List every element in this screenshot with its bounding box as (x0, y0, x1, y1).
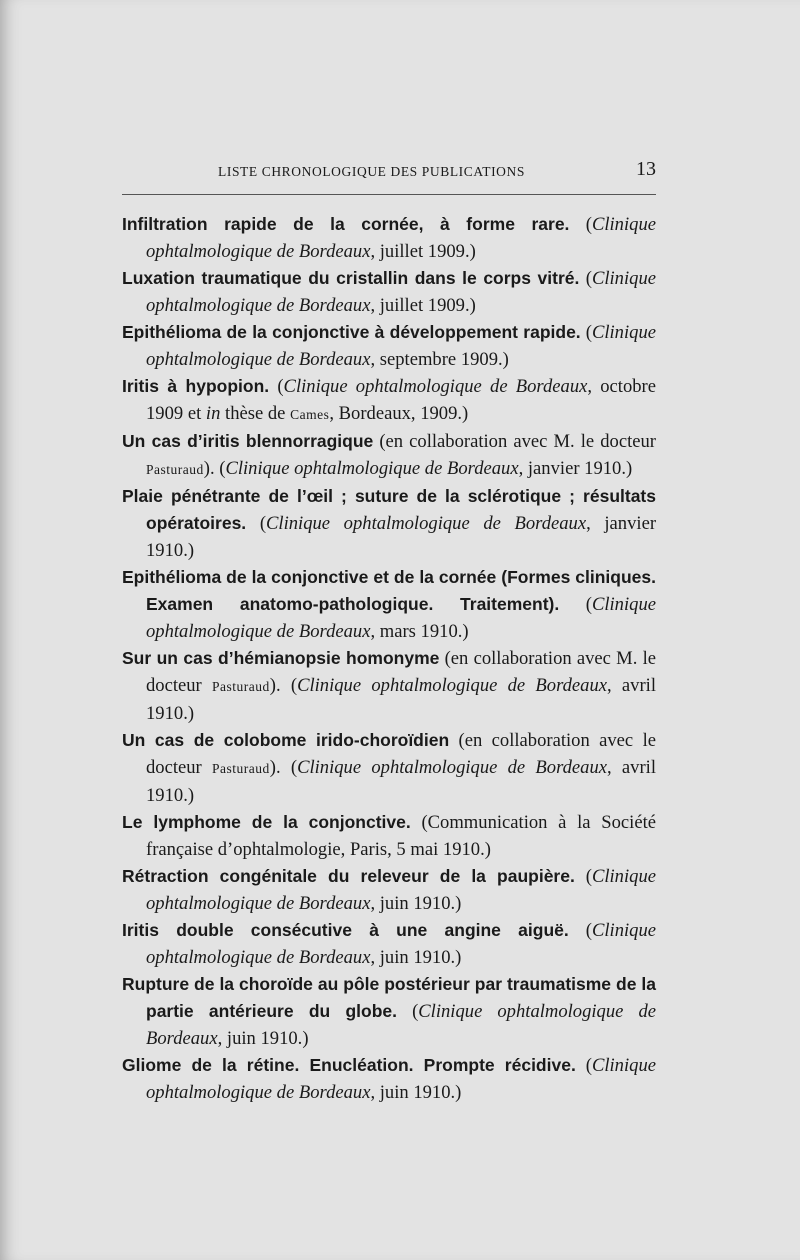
publication-source: Clinique ophtalmologique de Bordeaux (146, 214, 656, 262)
publication-text: ( (568, 920, 592, 941)
publication-source: Clinique ophtalmologique de Bordeaux (146, 268, 656, 316)
publication-text: , Bordeaux, 1909.) (329, 403, 469, 424)
publication-text: ( (269, 376, 284, 397)
page-number: 13 (636, 158, 656, 180)
publication-text: , avril 1910.) (146, 757, 657, 806)
publication-entry (122, 645, 656, 727)
publication-text: ( (559, 594, 592, 615)
publication-entry (122, 971, 656, 1052)
publication-title: Epithélioma de la conjonctive à développement rapide. (122, 322, 581, 342)
publication-title: Iritis à hypopion. (122, 376, 270, 396)
publication-text: , juin 1910.) (370, 947, 462, 968)
publication-text: (en collaboration avec le docteur (146, 730, 656, 778)
publication-source: Clinique ophtalmologique de Bordeaux (146, 1055, 656, 1103)
publication-source: Clinique ophtalmologique de Bordeaux (297, 675, 608, 696)
publication-entry (122, 483, 656, 564)
publication-source: Clinique ophtalmologique de Bordeaux (146, 1001, 657, 1049)
publication-text: ( (574, 866, 592, 887)
publication-text: ( (246, 513, 267, 534)
publication-text: , avril 1910.) (146, 675, 657, 724)
author-name: Pasturaud (146, 462, 204, 477)
publication-title: Plaie pénétrante de l’œil ; suture de la sclérotique ; résultats opératoires. (122, 486, 656, 533)
publication-text: , janvier 1910.) (518, 458, 633, 479)
publication-title: Sur un cas d’hémianopsie homonyme (122, 648, 440, 668)
publication-entry (122, 917, 656, 971)
publication-text: ). ( (269, 757, 298, 778)
publication-text: (en collaboration avec M. le docteur (373, 431, 656, 452)
publication-entry (122, 265, 656, 319)
publication-title: Gliome de la rétine. Enucléation. Prompte récidive. (122, 1055, 576, 1075)
publication-text: , juin 1910.) (370, 893, 462, 914)
publication-text: ( (579, 268, 592, 289)
publication-text: thèse de (220, 403, 291, 424)
publication-title: Infiltration rapide de la cornée, à forme rare. (122, 214, 570, 234)
publication-text: , mars 1910.) (370, 621, 469, 642)
publication-entry (122, 564, 656, 645)
publication-text: , janvier 1910.) (146, 513, 657, 561)
publication-text: , juin 1910.) (370, 1082, 462, 1103)
publication-text: , juillet 1909.) (370, 295, 476, 316)
publication-text: ). ( (203, 458, 226, 479)
publication-text: (Communication à la Société française d’ophtalmologie, Paris, 5 mai 1910.) (146, 812, 656, 860)
publication-title: Rupture de la choroïde au pôle postérieur par traumatisme de la partie antérieure du globe. (122, 974, 656, 1021)
publication-title: Rétraction congénitale du releveur de la paupière. (122, 866, 575, 886)
publication-source: Clinique ophtalmologique de Bordeaux (146, 866, 656, 914)
publication-entry (122, 727, 656, 809)
author-name: Cames (290, 407, 330, 422)
publication-title: Un cas d’iritis blennorragique (122, 431, 374, 451)
publication-source: Clinique ophtalmologique de Bordeaux (225, 458, 519, 479)
publication-source: Clinique ophtalmologique de Bordeaux (297, 757, 608, 778)
publication-text: ). ( (269, 675, 298, 696)
publication-title: Epithélioma de la conjonctive et de la cornée (Formes cliniques. Examen anatomo-pathologique. Traitement). (122, 567, 656, 614)
publication-text: , septembre 1909.) (370, 349, 509, 370)
publication-list (122, 211, 656, 1106)
publication-source: Clinique ophtalmologique de Bordeaux (266, 513, 587, 534)
publication-entry (122, 809, 656, 863)
author-name: Pasturaud (212, 761, 270, 776)
publication-source: Clinique ophtalmologique de Bordeaux (283, 376, 588, 397)
publication-entry (122, 428, 656, 483)
publication-title: Le lymphome de la conjonctive. (122, 812, 411, 832)
publication-entry (122, 373, 656, 428)
publication-text: ( (575, 1055, 592, 1076)
publication-title: Iritis double consécutive à une angine aiguë. (122, 920, 569, 940)
publication-text: , octobre 1909 et (146, 376, 657, 424)
author-name: Pasturaud (212, 679, 270, 694)
publication-entry (122, 863, 656, 917)
publication-text: ( (569, 214, 592, 235)
publication-source: Clinique ophtalmologique de Bordeaux (146, 322, 656, 370)
publication-source: Clinique ophtalmologique de Bordeaux (146, 920, 657, 968)
publication-text: , juillet 1909.) (370, 241, 476, 262)
publication-text: ( (580, 322, 592, 343)
running-head-title: LISTE CHRONOLOGIQUE DES PUBLICATIONS (218, 164, 525, 179)
publication-source: Clinique ophtalmologique de Bordeaux (146, 594, 656, 642)
publication-text: , juin 1910.) (217, 1028, 309, 1049)
publication-entry (122, 211, 656, 265)
publication-source: in (205, 403, 221, 424)
publication-text: (en collaboration avec M. le docteur (146, 648, 656, 696)
publication-title: Un cas de colobome irido-choroïdien (122, 730, 450, 750)
header-rule (122, 194, 656, 195)
publication-title: Luxation traumatique du cristallin dans le corps vitré. (122, 268, 580, 288)
publication-entry (122, 1052, 656, 1106)
publication-entry (122, 319, 656, 373)
publication-text: ( (397, 1001, 419, 1022)
